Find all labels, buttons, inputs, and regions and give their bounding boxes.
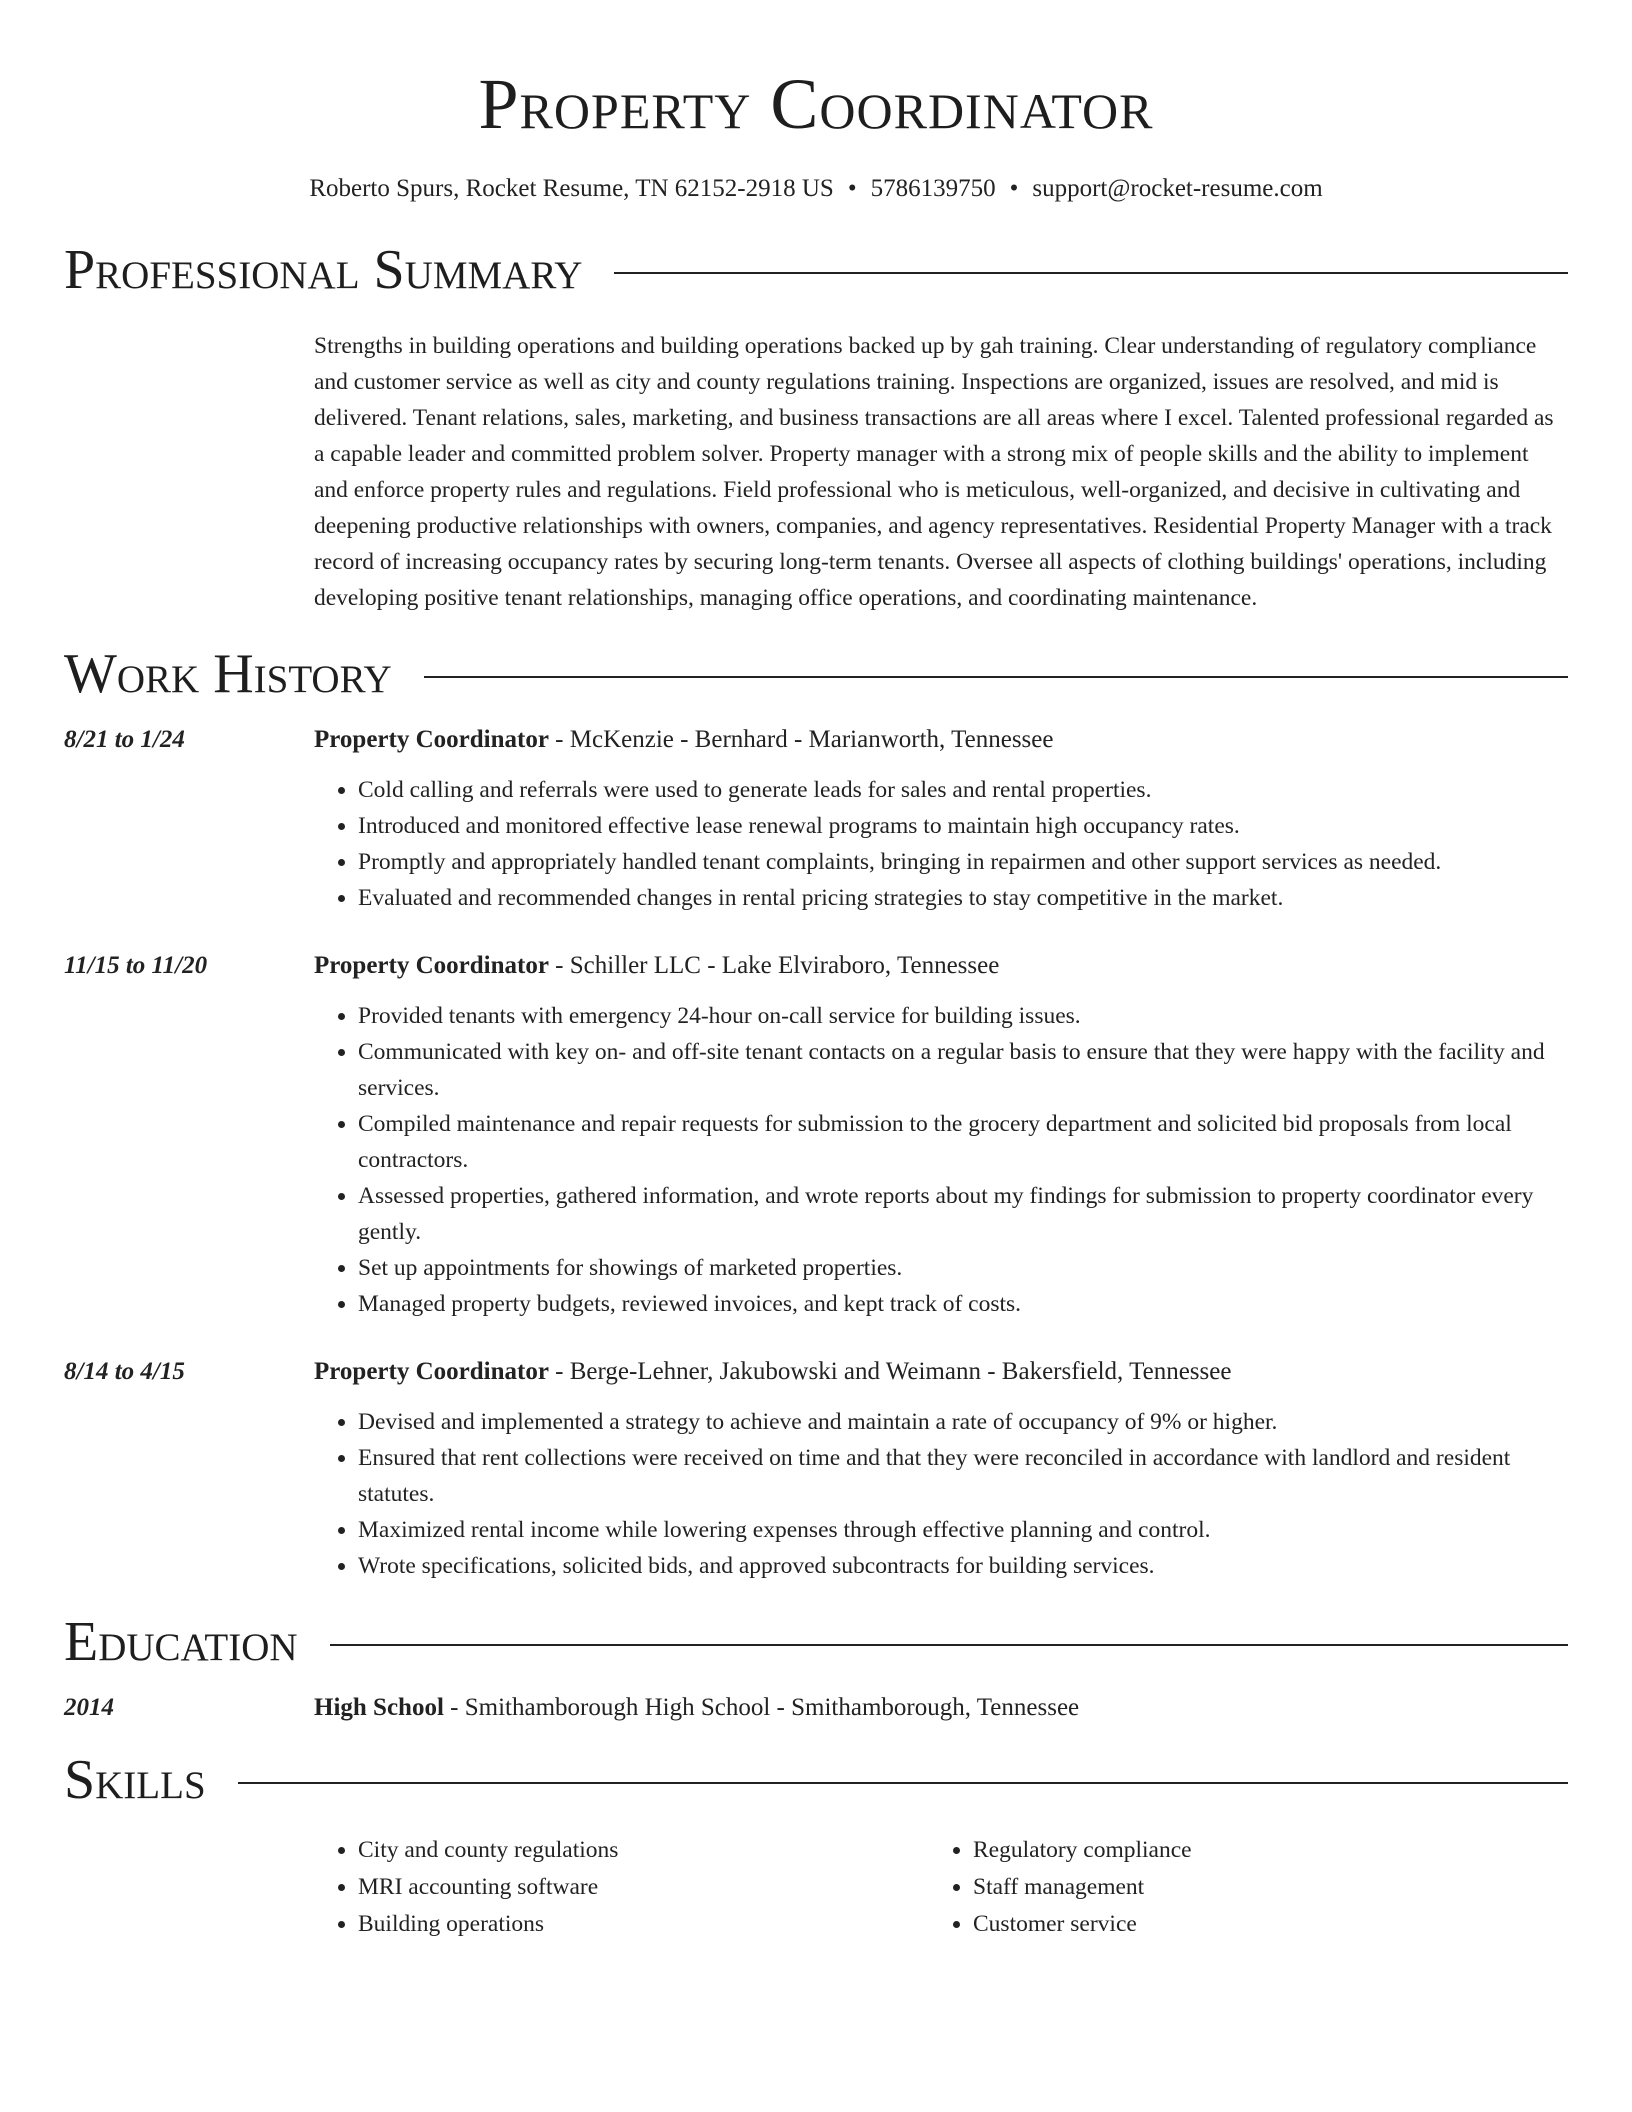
job-header	[64, 1354, 1568, 1390]
job-dates: 8/21 to 1/24	[64, 726, 185, 753]
job-details: - Berge-Lehner, Jakubowski and Weimann - Bakersfield, Tennessee	[548, 1358, 1232, 1385]
summary-heading: Professional Summary	[64, 239, 583, 301]
list-item: • Ensured that rent collections were received on time and that they were reconciled in accordance with landlord and resident statutes.	[358, 1440, 1568, 1512]
job-title: Property Coordinator	[314, 726, 549, 753]
section-divider	[614, 272, 1568, 274]
list-item: • Evaluated and recommended changes in rental pricing strategies to stay competitive in the market.	[358, 880, 1568, 916]
education-details: - Smithamborough High School - Smithamborough, Tennessee	[443, 1694, 1080, 1721]
job-header	[64, 948, 1568, 984]
list-item: • Communicated with key on- and off-site tenant contacts on a regular basis to ensure that they were happy with the facility and services.	[358, 1034, 1568, 1106]
list-item: • Cold calling and referrals were used to generate leads for sales and rental properties.	[358, 772, 1568, 808]
list-item: • Set up appointments for showings of marketed properties.	[358, 1250, 1568, 1286]
skills-column-left	[314, 1832, 929, 1943]
list-item: • Provided tenants with emergency 24-hour on-call service for building issues.	[358, 998, 1568, 1034]
skills-section-header	[64, 1748, 1568, 1812]
education-heading: Education	[64, 1611, 298, 1673]
education-entry	[64, 1690, 1568, 1726]
list-item: • Maximized rental income while lowering expenses through effective planning and control.	[358, 1512, 1568, 1548]
work-section-header	[64, 642, 1568, 706]
education-year: 2014	[64, 1694, 114, 1721]
skills-list	[64, 1832, 1568, 1943]
list-item: • Compiled maintenance and repair requests for submission to the grocery department and solicited bid proposals from local contractors.	[358, 1106, 1568, 1178]
job-entry	[64, 722, 1568, 916]
resume-title: Property Coordinator	[478, 64, 1154, 144]
job-header	[64, 722, 1568, 758]
job-dates: 11/15 to 11/20	[64, 952, 208, 979]
section-divider	[330, 1644, 1568, 1646]
work-heading: Work History	[64, 643, 392, 705]
job-bullets	[314, 772, 1568, 916]
list-item: • Managed property budgets, reviewed invoices, and kept track of costs.	[358, 1286, 1568, 1322]
summary-text: Strengths in building operations and building operations backed up by gah training. Clear understanding of regulatory compliance and customer service as well as city and county regulations training. Inspections are organized, issues are resolved, and mid is delivered. Tenant relations, sales, marketing, and business transactions are all areas where I excel. Talented professional regarded as a capable leader and committed problem solver. Property manager with a strong mix of people skills and the ability to implement and enforce property rules and regulations. Field professional who is meticulous, well-organized, and decisive in cultivating and deepening productive relationships with owners, companies, and agency representatives. Residential Property Manager with a track record of increasing occupancy rates by securing long-term tenants. Oversee all aspects of clothing buildings' operations, including developing positive tenant relationships, managing office operations, and coordinating maintenance.	[314, 333, 1554, 611]
contact-email: support@rocket-resume.com	[1032, 175, 1323, 202]
list-item: • Assessed properties, gathered information, and wrote reports about my findings for submission to property coordinator every gently.	[358, 1178, 1568, 1250]
skill-item: • Customer service	[973, 1906, 1544, 1943]
contact-address: Roberto Spurs, Rocket Resume, TN 62152-2918 US	[309, 175, 834, 202]
job-details: - Schiller LLC - Lake Elviraboro, Tennessee	[548, 952, 1000, 979]
skill-item: • Regulatory compliance	[973, 1832, 1544, 1869]
job-entry	[64, 1354, 1568, 1584]
skills-column-right	[929, 1832, 1544, 1943]
job-bullets	[314, 1404, 1568, 1584]
job-bullets	[314, 998, 1568, 1322]
job-title: Property Coordinator	[314, 1358, 549, 1385]
job-entry	[64, 948, 1568, 1322]
job-title: Property Coordinator	[314, 952, 549, 979]
skill-item: • Staff management	[973, 1869, 1544, 1906]
contact-separator: •	[847, 175, 857, 202]
list-item: • Wrote specifications, solicited bids, and approved subcontracts for building services.	[358, 1548, 1568, 1584]
skill-item: • City and county regulations	[358, 1832, 929, 1869]
list-item: • Introduced and monitored effective lease renewal programs to maintain high occupancy rates.	[358, 808, 1568, 844]
contact-line	[64, 172, 1568, 206]
contact-separator: •	[1009, 175, 1019, 202]
list-item: • Promptly and appropriately handled tenant complaints, bringing in repairmen and other support services as needed.	[358, 844, 1568, 880]
job-dates: 8/14 to 4/15	[64, 1358, 185, 1385]
job-details: - McKenzie - Bernhard - Marianworth, Tennessee	[548, 726, 1054, 753]
skill-item: • Building operations	[358, 1906, 929, 1943]
summary-section-header	[64, 238, 1568, 302]
section-divider	[238, 1782, 1568, 1784]
section-divider	[424, 676, 1568, 678]
skill-item: • MRI accounting software	[358, 1869, 929, 1906]
education-degree: High School	[314, 1694, 444, 1721]
list-item: • Devised and implemented a strategy to achieve and maintain a rate of occupancy of 9% or higher.	[358, 1404, 1568, 1440]
skills-heading: Skills	[64, 1749, 206, 1811]
contact-phone: 5786139750	[870, 175, 996, 202]
education-section-header	[64, 1610, 1568, 1674]
